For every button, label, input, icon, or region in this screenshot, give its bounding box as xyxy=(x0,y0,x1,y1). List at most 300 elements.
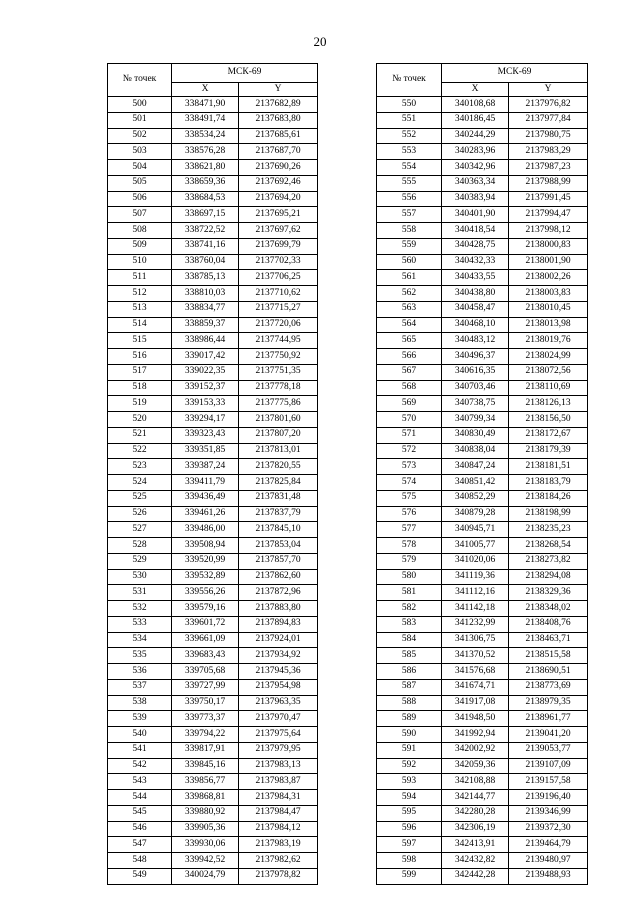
table-row xyxy=(108,443,318,459)
y-coordinate-cell: 2137853,04 xyxy=(239,538,318,554)
y-coordinate-cell: 2137831,48 xyxy=(239,490,318,506)
x-coordinate-cell: 338722,52 xyxy=(172,223,239,239)
y-coordinate-cell: 2137975,64 xyxy=(239,727,318,743)
point-number-cell: 548 xyxy=(108,853,172,869)
point-number-cell: 512 xyxy=(108,286,172,302)
x-coordinate-cell: 341142,18 xyxy=(442,601,509,617)
header-y: Y xyxy=(239,83,318,97)
point-number-cell: 507 xyxy=(108,207,172,223)
point-number-cell: 590 xyxy=(377,727,442,743)
x-coordinate-cell: 338491,74 xyxy=(172,112,239,128)
x-coordinate-cell: 340703,46 xyxy=(442,380,509,396)
x-coordinate-cell: 340024,79 xyxy=(172,868,239,884)
point-number-cell: 537 xyxy=(108,679,172,695)
y-coordinate-cell: 2137813,01 xyxy=(239,443,318,459)
y-coordinate-cell: 2137720,06 xyxy=(239,317,318,333)
point-number-cell: 524 xyxy=(108,475,172,491)
y-coordinate-cell: 2138179,39 xyxy=(509,443,588,459)
point-number-cell: 502 xyxy=(108,128,172,144)
y-coordinate-cell: 2138268,54 xyxy=(509,538,588,554)
table-row xyxy=(377,349,588,365)
table-row xyxy=(108,191,318,207)
y-coordinate-cell: 2137687,70 xyxy=(239,144,318,160)
x-coordinate-cell: 342059,36 xyxy=(442,758,509,774)
y-coordinate-cell: 2139041,20 xyxy=(509,727,588,743)
x-coordinate-cell: 339856,77 xyxy=(172,774,239,790)
point-number-cell: 557 xyxy=(377,207,442,223)
point-number-cell: 572 xyxy=(377,443,442,459)
point-number-cell: 530 xyxy=(108,569,172,585)
y-coordinate-cell: 2137970,47 xyxy=(239,711,318,727)
y-coordinate-cell: 2138979,35 xyxy=(509,695,588,711)
x-coordinate-cell: 341005,77 xyxy=(442,538,509,554)
x-coordinate-cell: 339486,00 xyxy=(172,522,239,538)
point-number-cell: 585 xyxy=(377,648,442,664)
point-number-cell: 576 xyxy=(377,506,442,522)
table-row xyxy=(108,774,318,790)
y-coordinate-cell: 2137988,99 xyxy=(509,175,588,191)
x-coordinate-cell: 342442,28 xyxy=(442,868,509,884)
x-coordinate-cell: 338697,15 xyxy=(172,207,239,223)
table-row xyxy=(377,742,588,758)
y-coordinate-cell: 2138024,99 xyxy=(509,349,588,365)
y-coordinate-cell: 2138181,51 xyxy=(509,459,588,475)
y-coordinate-cell: 2138408,76 xyxy=(509,616,588,632)
point-number-cell: 523 xyxy=(108,459,172,475)
point-number-cell: 581 xyxy=(377,585,442,601)
y-coordinate-cell: 2139346,99 xyxy=(509,805,588,821)
table-row xyxy=(108,522,318,538)
point-number-cell: 547 xyxy=(108,837,172,853)
x-coordinate-cell: 338659,36 xyxy=(172,175,239,191)
x-coordinate-cell: 339579,16 xyxy=(172,601,239,617)
table-row xyxy=(108,223,318,239)
x-coordinate-cell: 339294,17 xyxy=(172,412,239,428)
y-coordinate-cell: 2139464,79 xyxy=(509,837,588,853)
point-number-cell: 508 xyxy=(108,223,172,239)
table-row xyxy=(377,522,588,538)
point-number-cell: 565 xyxy=(377,333,442,349)
table-row xyxy=(377,191,588,207)
x-coordinate-cell: 340879,28 xyxy=(442,506,509,522)
point-number-cell: 566 xyxy=(377,349,442,365)
x-coordinate-cell: 340496,37 xyxy=(442,349,509,365)
x-coordinate-cell: 339022,35 xyxy=(172,364,239,380)
y-coordinate-cell: 2138010,45 xyxy=(509,301,588,317)
y-coordinate-cell: 2138184,26 xyxy=(509,490,588,506)
point-number-cell: 577 xyxy=(377,522,442,538)
x-coordinate-cell: 339880,92 xyxy=(172,805,239,821)
coordinates-table-right xyxy=(376,63,588,885)
table-row xyxy=(108,270,318,286)
point-number-cell: 500 xyxy=(108,97,172,113)
table-row xyxy=(377,128,588,144)
y-coordinate-cell: 2137984,47 xyxy=(239,805,318,821)
table-row xyxy=(377,679,588,695)
point-number-cell: 587 xyxy=(377,679,442,695)
x-coordinate-cell: 341232,99 xyxy=(442,616,509,632)
point-number-cell: 549 xyxy=(108,868,172,884)
y-coordinate-cell: 2137702,33 xyxy=(239,254,318,270)
y-coordinate-cell: 2138463,71 xyxy=(509,632,588,648)
y-coordinate-cell: 2138003,83 xyxy=(509,286,588,302)
table-row xyxy=(377,270,588,286)
x-coordinate-cell: 339661,09 xyxy=(172,632,239,648)
y-coordinate-cell: 2137820,55 xyxy=(239,459,318,475)
point-number-cell: 515 xyxy=(108,333,172,349)
y-coordinate-cell: 2137987,23 xyxy=(509,160,588,176)
point-number-cell: 503 xyxy=(108,144,172,160)
x-coordinate-cell: 338534,24 xyxy=(172,128,239,144)
point-number-cell: 504 xyxy=(108,160,172,176)
table-row xyxy=(108,475,318,491)
x-coordinate-cell: 340383,94 xyxy=(442,191,509,207)
point-number-cell: 540 xyxy=(108,727,172,743)
x-coordinate-cell: 340342,96 xyxy=(442,160,509,176)
table-row xyxy=(108,459,318,475)
table-row xyxy=(108,286,318,302)
x-coordinate-cell: 341370,52 xyxy=(442,648,509,664)
table-row xyxy=(377,207,588,223)
x-coordinate-cell: 340363,34 xyxy=(442,175,509,191)
y-coordinate-cell: 2137694,20 xyxy=(239,191,318,207)
table-row xyxy=(108,490,318,506)
table-row xyxy=(108,616,318,632)
table-row xyxy=(108,538,318,554)
x-coordinate-cell: 339817,91 xyxy=(172,742,239,758)
y-coordinate-cell: 2137991,45 xyxy=(509,191,588,207)
point-number-cell: 596 xyxy=(377,821,442,837)
x-coordinate-cell: 340483,12 xyxy=(442,333,509,349)
y-coordinate-cell: 2138156,50 xyxy=(509,412,588,428)
table-row xyxy=(108,380,318,396)
table-row xyxy=(377,616,588,632)
table-row xyxy=(377,711,588,727)
point-number-cell: 505 xyxy=(108,175,172,191)
point-number-cell: 570 xyxy=(377,412,442,428)
table-row xyxy=(377,821,588,837)
point-number-cell: 561 xyxy=(377,270,442,286)
y-coordinate-cell: 2137998,12 xyxy=(509,223,588,239)
table-row xyxy=(377,664,588,680)
point-number-cell: 514 xyxy=(108,317,172,333)
table-row xyxy=(377,538,588,554)
x-coordinate-cell: 338471,90 xyxy=(172,97,239,113)
y-coordinate-cell: 2137984,12 xyxy=(239,821,318,837)
header-point-number: № точек xyxy=(377,64,442,97)
y-coordinate-cell: 2137977,84 xyxy=(509,112,588,128)
point-number-cell: 552 xyxy=(377,128,442,144)
point-number-cell: 541 xyxy=(108,742,172,758)
table-row xyxy=(377,853,588,869)
y-coordinate-cell: 2137983,13 xyxy=(239,758,318,774)
x-coordinate-cell: 338760,04 xyxy=(172,254,239,270)
page-number: 20 xyxy=(313,34,327,49)
x-coordinate-cell: 340830,49 xyxy=(442,427,509,443)
x-coordinate-cell: 339508,94 xyxy=(172,538,239,554)
table-row xyxy=(108,396,318,412)
point-number-cell: 553 xyxy=(377,144,442,160)
table-row xyxy=(377,175,588,191)
point-number-cell: 518 xyxy=(108,380,172,396)
x-coordinate-cell: 340468,10 xyxy=(442,317,509,333)
y-coordinate-cell: 2138110,69 xyxy=(509,380,588,396)
table-row xyxy=(377,301,588,317)
table-row xyxy=(377,490,588,506)
y-coordinate-cell: 2137695,21 xyxy=(239,207,318,223)
table-row xyxy=(108,112,318,128)
x-coordinate-cell: 341948,50 xyxy=(442,711,509,727)
x-coordinate-cell: 339017,42 xyxy=(172,349,239,365)
point-number-cell: 571 xyxy=(377,427,442,443)
point-number-cell: 511 xyxy=(108,270,172,286)
x-coordinate-cell: 339153,33 xyxy=(172,396,239,412)
point-number-cell: 586 xyxy=(377,664,442,680)
y-coordinate-cell: 2138235,23 xyxy=(509,522,588,538)
point-number-cell: 597 xyxy=(377,837,442,853)
point-number-cell: 594 xyxy=(377,790,442,806)
y-coordinate-cell: 2138013,98 xyxy=(509,317,588,333)
x-coordinate-cell: 338741,16 xyxy=(172,238,239,254)
x-coordinate-cell: 341917,08 xyxy=(442,695,509,711)
x-coordinate-cell: 340438,80 xyxy=(442,286,509,302)
y-coordinate-cell: 2137883,80 xyxy=(239,601,318,617)
point-number-cell: 520 xyxy=(108,412,172,428)
y-coordinate-cell: 2139157,58 xyxy=(509,774,588,790)
point-number-cell: 519 xyxy=(108,396,172,412)
y-coordinate-cell: 2137699,79 xyxy=(239,238,318,254)
y-coordinate-cell: 2137934,92 xyxy=(239,648,318,664)
header-point-number: № точек xyxy=(108,64,172,97)
point-number-cell: 542 xyxy=(108,758,172,774)
x-coordinate-cell: 338810,03 xyxy=(172,286,239,302)
y-coordinate-cell: 2137954,98 xyxy=(239,679,318,695)
y-coordinate-cell: 2137994,47 xyxy=(509,207,588,223)
point-number-cell: 513 xyxy=(108,301,172,317)
table-row xyxy=(377,254,588,270)
y-coordinate-cell: 2139053,77 xyxy=(509,742,588,758)
point-number-cell: 573 xyxy=(377,459,442,475)
x-coordinate-cell: 338576,28 xyxy=(172,144,239,160)
point-number-cell: 589 xyxy=(377,711,442,727)
y-coordinate-cell: 2137778,18 xyxy=(239,380,318,396)
x-coordinate-cell: 339930,06 xyxy=(172,837,239,853)
point-number-cell: 591 xyxy=(377,742,442,758)
y-coordinate-cell: 2137837,79 xyxy=(239,506,318,522)
y-coordinate-cell: 2137945,36 xyxy=(239,664,318,680)
point-number-cell: 538 xyxy=(108,695,172,711)
x-coordinate-cell: 339942,52 xyxy=(172,853,239,869)
point-number-cell: 536 xyxy=(108,664,172,680)
x-coordinate-cell: 340852,29 xyxy=(442,490,509,506)
table-row xyxy=(108,648,318,664)
y-coordinate-cell: 2137982,62 xyxy=(239,853,318,869)
x-coordinate-cell: 339601,72 xyxy=(172,616,239,632)
table-row xyxy=(108,585,318,601)
y-coordinate-cell: 2139488,93 xyxy=(509,868,588,884)
y-coordinate-cell: 2137857,70 xyxy=(239,553,318,569)
point-number-cell: 580 xyxy=(377,569,442,585)
x-coordinate-cell: 338621,80 xyxy=(172,160,239,176)
point-number-cell: 579 xyxy=(377,553,442,569)
y-coordinate-cell: 2138329,36 xyxy=(509,585,588,601)
point-number-cell: 592 xyxy=(377,758,442,774)
x-coordinate-cell: 339845,16 xyxy=(172,758,239,774)
y-coordinate-cell: 2138348,02 xyxy=(509,601,588,617)
point-number-cell: 529 xyxy=(108,553,172,569)
table-row xyxy=(377,286,588,302)
y-coordinate-cell: 2137801,60 xyxy=(239,412,318,428)
table-row xyxy=(108,679,318,695)
table-row xyxy=(377,648,588,664)
table-row xyxy=(377,97,588,113)
point-number-cell: 533 xyxy=(108,616,172,632)
y-coordinate-cell: 2137978,82 xyxy=(239,868,318,884)
table-row xyxy=(377,412,588,428)
y-coordinate-cell: 2139480,97 xyxy=(509,853,588,869)
y-coordinate-cell: 2137683,80 xyxy=(239,112,318,128)
x-coordinate-cell: 338684,53 xyxy=(172,191,239,207)
table-row xyxy=(377,805,588,821)
x-coordinate-cell: 340838,04 xyxy=(442,443,509,459)
point-number-cell: 584 xyxy=(377,632,442,648)
y-coordinate-cell: 2137862,60 xyxy=(239,569,318,585)
point-number-cell: 563 xyxy=(377,301,442,317)
y-coordinate-cell: 2137983,19 xyxy=(239,837,318,853)
point-number-cell: 531 xyxy=(108,585,172,601)
table-row xyxy=(377,585,588,601)
x-coordinate-cell: 341119,36 xyxy=(442,569,509,585)
y-coordinate-cell: 2137983,29 xyxy=(509,144,588,160)
x-coordinate-cell: 340851,42 xyxy=(442,475,509,491)
x-coordinate-cell: 339436,49 xyxy=(172,490,239,506)
table-row xyxy=(108,238,318,254)
x-coordinate-cell: 340418,54 xyxy=(442,223,509,239)
point-number-cell: 560 xyxy=(377,254,442,270)
y-coordinate-cell: 2137775,86 xyxy=(239,396,318,412)
point-number-cell: 550 xyxy=(377,97,442,113)
y-coordinate-cell: 2138183,79 xyxy=(509,475,588,491)
y-coordinate-cell: 2138172,67 xyxy=(509,427,588,443)
x-coordinate-cell: 339750,17 xyxy=(172,695,239,711)
x-coordinate-cell: 340945,71 xyxy=(442,522,509,538)
point-number-cell: 598 xyxy=(377,853,442,869)
y-coordinate-cell: 2137697,62 xyxy=(239,223,318,239)
table-row xyxy=(377,427,588,443)
y-coordinate-cell: 2137984,31 xyxy=(239,790,318,806)
table-row xyxy=(108,758,318,774)
table-row xyxy=(108,601,318,617)
x-coordinate-cell: 338785,13 xyxy=(172,270,239,286)
x-coordinate-cell: 339705,68 xyxy=(172,664,239,680)
table-row xyxy=(377,396,588,412)
point-number-cell: 543 xyxy=(108,774,172,790)
x-coordinate-cell: 338859,37 xyxy=(172,317,239,333)
x-coordinate-cell: 341306,75 xyxy=(442,632,509,648)
table-row xyxy=(377,443,588,459)
y-coordinate-cell: 2138126,13 xyxy=(509,396,588,412)
point-number-cell: 544 xyxy=(108,790,172,806)
point-number-cell: 559 xyxy=(377,238,442,254)
x-coordinate-cell: 341112,16 xyxy=(442,585,509,601)
table-row xyxy=(108,301,318,317)
point-number-cell: 532 xyxy=(108,601,172,617)
table-row xyxy=(108,821,318,837)
table-row xyxy=(377,459,588,475)
table-row xyxy=(377,727,588,743)
point-number-cell: 509 xyxy=(108,238,172,254)
table-row xyxy=(108,695,318,711)
point-number-cell: 575 xyxy=(377,490,442,506)
x-coordinate-cell: 339351,85 xyxy=(172,443,239,459)
table-row xyxy=(377,790,588,806)
table-row xyxy=(108,727,318,743)
y-coordinate-cell: 2137744,95 xyxy=(239,333,318,349)
y-coordinate-cell: 2137894,83 xyxy=(239,616,318,632)
y-coordinate-cell: 2137690,26 xyxy=(239,160,318,176)
table-row xyxy=(108,553,318,569)
table-row xyxy=(377,632,588,648)
table-row xyxy=(108,364,318,380)
table-row xyxy=(377,333,588,349)
x-coordinate-cell: 340799,34 xyxy=(442,412,509,428)
y-coordinate-cell: 2137710,62 xyxy=(239,286,318,302)
table-row xyxy=(108,207,318,223)
point-number-cell: 593 xyxy=(377,774,442,790)
y-coordinate-cell: 2137976,82 xyxy=(509,97,588,113)
y-coordinate-cell: 2137963,35 xyxy=(239,695,318,711)
table-row xyxy=(377,837,588,853)
header-y: Y xyxy=(509,83,588,97)
x-coordinate-cell: 340186,45 xyxy=(442,112,509,128)
x-coordinate-cell: 339683,43 xyxy=(172,648,239,664)
y-coordinate-cell: 2138072,56 xyxy=(509,364,588,380)
table-row xyxy=(108,632,318,648)
x-coordinate-cell: 340738,75 xyxy=(442,396,509,412)
point-number-cell: 558 xyxy=(377,223,442,239)
point-number-cell: 534 xyxy=(108,632,172,648)
y-coordinate-cell: 2138515,58 xyxy=(509,648,588,664)
y-coordinate-cell: 2137751,35 xyxy=(239,364,318,380)
x-coordinate-cell: 339773,37 xyxy=(172,711,239,727)
x-coordinate-cell: 339461,26 xyxy=(172,506,239,522)
y-coordinate-cell: 2137872,96 xyxy=(239,585,318,601)
point-number-cell: 516 xyxy=(108,349,172,365)
y-coordinate-cell: 2138273,82 xyxy=(509,553,588,569)
point-number-cell: 527 xyxy=(108,522,172,538)
point-number-cell: 528 xyxy=(108,538,172,554)
x-coordinate-cell: 342144,77 xyxy=(442,790,509,806)
header-x: X xyxy=(172,83,239,97)
header-coordinate-system: МСК-69 xyxy=(172,64,318,83)
table-row xyxy=(108,144,318,160)
point-number-cell: 521 xyxy=(108,427,172,443)
x-coordinate-cell: 340616,35 xyxy=(442,364,509,380)
point-number-cell: 535 xyxy=(108,648,172,664)
table-row xyxy=(377,317,588,333)
point-number-cell: 567 xyxy=(377,364,442,380)
y-coordinate-cell: 2137983,87 xyxy=(239,774,318,790)
y-coordinate-cell: 2139372,30 xyxy=(509,821,588,837)
y-coordinate-cell: 2138001,90 xyxy=(509,254,588,270)
table-row xyxy=(377,475,588,491)
header-coordinate-system: МСК-69 xyxy=(442,64,588,83)
y-coordinate-cell: 2138961,77 xyxy=(509,711,588,727)
table-row xyxy=(108,711,318,727)
table-row xyxy=(377,601,588,617)
table-row xyxy=(377,160,588,176)
x-coordinate-cell: 340283,96 xyxy=(442,144,509,160)
